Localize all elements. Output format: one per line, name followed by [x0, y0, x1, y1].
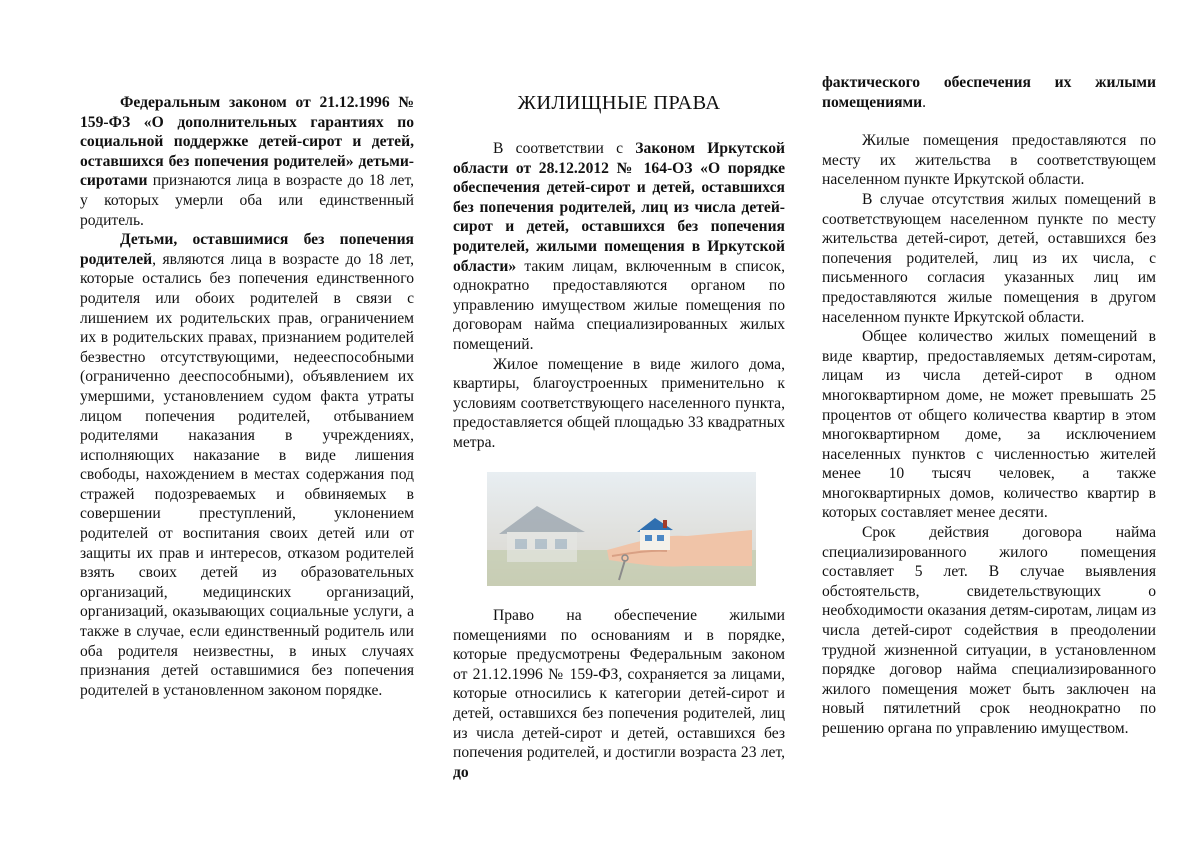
- paragraph-contract-term: Срок действия договора найма специализированного жилого помещения составляет 5 лет. В случае выявления обстоятельств, свидетельствующих о необходимости оказания детям-сиротам, лицам из числа детей-сирот содействия в преодолении трудной жизненной ситуации, в установленном порядке договор найма специализированного жилого помещения может быть заключен на новый пятилетний срок неоднократно по решению органа по управлению имуществом.: [822, 524, 1156, 737]
- paragraph-without-care-definition: [80, 230, 414, 700]
- text-bold: фактического обеспечения их жилыми помещениями: [822, 74, 1156, 111]
- law-reference-bold: Федеральным законом от 21.12.1996 № 159-ФЗ «О дополнительных гарантиях по социальной поддержке детей-сирот и детей, оставшихся без попечения родителей» детьми-сиротами: [80, 94, 414, 190]
- page-title: ЖИЛИЩНЫЕ ПРАВА: [517, 92, 721, 114]
- text: .: [922, 93, 927, 111]
- law-reference-bold: Законом Иркутской области от 28.12.2012 № 164-ОЗ «О порядке обеспечения детей-сирот и детей, оставшихся без попечения родителей, лиц из числа детей-сирот и детей, оставшихся без попечения родителей, жилыми помещения в Иркутской области»: [453, 140, 785, 275]
- paragraph-area: Жилое помещение в виде жилого дома, квартиры, благоустроенных применительно к условиям соответствующего населенного пункта, предоставляется общей площадью 33 квадратных метра.: [453, 355, 785, 451]
- column-right: [822, 73, 1156, 739]
- column-middle-bottom: [453, 606, 785, 782]
- column-left: [80, 93, 414, 700]
- paragraph-place-of-residence: Жилые помещения предоставляются по месту их жительства в соответствующем населенном пункте Иркутской области.: [822, 132, 1156, 189]
- paragraph-apartment-limit: Общее количество жилых помещений в виде квартир, предоставляемых детям-сиротам, лицам из числа детей-сирот в одном многоквартирном доме, не может превышать 25 процентов от общего количества квартир в этом многоквартирном доме, за исключением населенных пунктов с численностью жителей менее 10 тысяч человек, а также многоквартирных домов, количество квартир в которых составляет менее десяти.: [822, 328, 1156, 522]
- text: таким лицам, включенным в список, однократно предоставляются органом по управлению имуществом жилые помещения по договорам найма специализированных жилых помещений.: [453, 257, 785, 353]
- house-on-hand-photo-icon: [487, 472, 756, 586]
- text: признаются лица в возрасте до 18 лет, у которых умерли оба или единственный родитель.: [80, 172, 414, 229]
- text: В соответствии с: [493, 140, 636, 157]
- text: , являются лица в возрасте до 18 лет, которые остались без попечения единственного родителя или обоих родителей в связи с лишением их родительских прав, ограничением их в родительских правах, признанием родителей безвестно отсутствующими, недееспособными (ограниченно дееспособными), объявлением их умершими, установлением судом факта утраты лицом попечения родителей, отбыванием родителями наказания в учреждениях, исполняющих наказание в виде лишения свободы, нахождением в местах содержания под стражей подозреваемых и обвиняемых в совершении преступлений, уклонением родителей от воспитания своих детей или от защиты их прав и интересов, отказом родителей взять своих детей из образовательных организаций, медицинских организаций, организаций, оказывающих социальные услуги, а также в случае, если единственный родитель или оба родителя неизвестны, в иных случаях признания детей оставшимися без попечения родителей в установленном законом порядке.: [80, 250, 414, 699]
- term-bold: Детьми, оставшимися без попечения родителей: [80, 231, 414, 268]
- text: Право на обеспечение жилыми помещениями по основаниям и в порядке, которые предусмотрены Федеральным законом от 21.12.1996 № 159-ФЗ, сохраняется за лицами, которые относились к категории детей-сирот и детей, оставшихся без попечения родителей, лиц из числа детей-сирот и детей, оставшихся без попечения родителей, и достигли возраста 23 лет,: [453, 607, 785, 762]
- paragraph-orphans-definition: [80, 93, 414, 230]
- photo-illustration: [487, 472, 756, 586]
- paragraph-continuation: [822, 73, 1156, 112]
- column-middle-top: [453, 139, 785, 453]
- paragraph-law-irkutsk: [453, 139, 785, 355]
- text-bold: до: [453, 763, 469, 781]
- paragraph-other-settlement: В случае отсутствия жилых помещений в соответствующем населенном пункте по месту жительства детей-сирот, детей, оставшихся без попечения родителей, лиц из их числа, с письменного согласия указанных лиц им предоставляются жилые помещения в другом населенном пункте Иркутской области.: [822, 190, 1156, 326]
- paragraph-right-retained: [453, 606, 785, 782]
